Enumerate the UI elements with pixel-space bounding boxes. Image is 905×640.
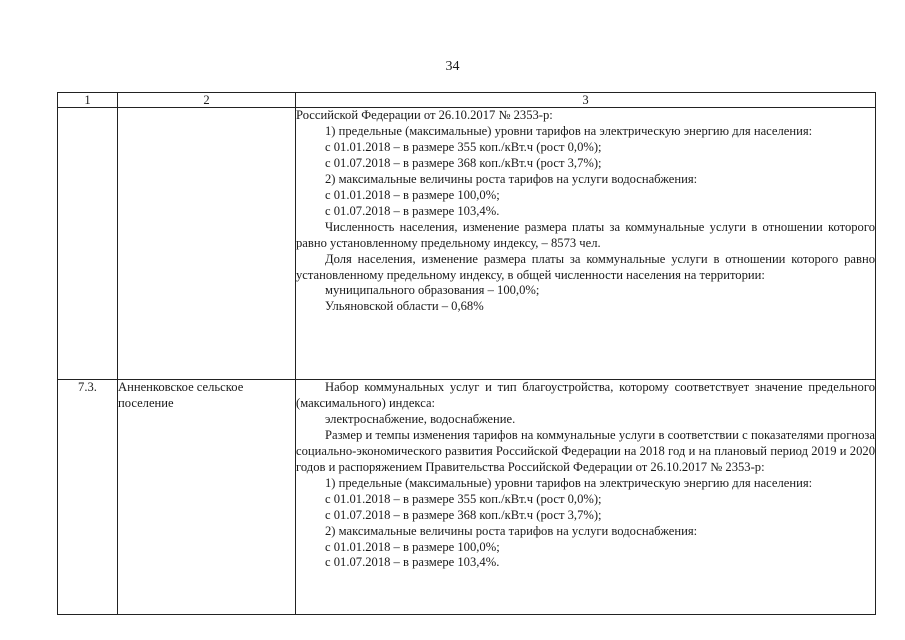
paragraph: Ульяновской области – 0,68% — [325, 299, 484, 314]
row-number: 7.3. — [58, 380, 118, 615]
paragraph: 1) предельные (максимальные) уровни тарифов на электрическую энергию для населения: — [325, 475, 813, 490]
paragraph: с 01.07.2018 – в размере 103,4%. — [325, 555, 500, 570]
data-table — [57, 92, 876, 615]
paragraph: Доля населения, изменение размера платы за коммунальные услуги в отношении которого равно установленному предельному индексу, в общей численности населения на территории: — [296, 251, 875, 282]
row-settlement-name: Анненковское сельское поселение — [118, 380, 296, 615]
paragraph-list — [296, 380, 875, 571]
paragraph: Российской Федерации от 26.10.2017 № 2353-р: — [296, 108, 553, 122]
paragraph: с 01.01.2018 – в размере 355 коп./кВт.ч (рост 0,0%); — [325, 139, 602, 154]
paragraph-list — [296, 108, 875, 315]
paragraph: электроснабжение, водоснабжение. — [325, 411, 516, 426]
paragraph: с 01.01.2018 – в размере 100,0%; — [325, 539, 500, 554]
paragraph: с 01.07.2018 – в размере 368 коп./кВт.ч (рост 3,7%); — [325, 155, 602, 170]
paragraph: Набор коммунальных услуг и тип благоустройства, которому соответствует значение предельного (максимального) индекса: — [296, 380, 875, 410]
paragraph: Численность населения, изменение размера платы за коммунальные услуги в отношении которого равно установленному предельному индексу, – 8573 чел. — [296, 219, 875, 250]
header-cell-3: 3 — [296, 93, 876, 108]
header-cell-2: 2 — [118, 93, 296, 108]
page-number: 34 — [445, 59, 460, 74]
paragraph: с 01.01.2018 – в размере 355 коп./кВт.ч (рост 0,0%); — [325, 491, 602, 506]
row-description — [296, 380, 876, 615]
table-header-row — [58, 93, 876, 108]
row-description — [296, 108, 876, 380]
paragraph: с 01.01.2018 – в размере 100,0%; — [325, 187, 500, 202]
table-row — [58, 380, 876, 615]
row-settlement-name — [118, 108, 296, 380]
row-number — [58, 108, 118, 380]
paragraph: 2) максимальные величины роста тарифов на услуги водоснабжения: — [325, 523, 698, 538]
table-row — [58, 108, 876, 380]
paragraph: муниципального образования – 100,0%; — [325, 283, 540, 298]
paragraph: с 01.07.2018 – в размере 368 коп./кВт.ч (рост 3,7%); — [325, 507, 602, 522]
paragraph: 1) предельные (максимальные) уровни тарифов на электрическую энергию для населения: — [325, 123, 813, 138]
paragraph: с 01.07.2018 – в размере 103,4%. — [325, 203, 500, 218]
paragraph: 2) максимальные величины роста тарифов на услуги водоснабжения: — [325, 171, 698, 186]
paragraph: Размер и темпы изменения тарифов на коммунальные услуги в соответствии с показателями прогноза социально-экономического развития Российской Федерации на 2018 год и на плановый период 2019 и 2020 годов и распоряжением Правительства Российской Федерации от 26.10.2017 № 2353-р: — [296, 427, 875, 474]
header-cell-1: 1 — [58, 93, 118, 108]
